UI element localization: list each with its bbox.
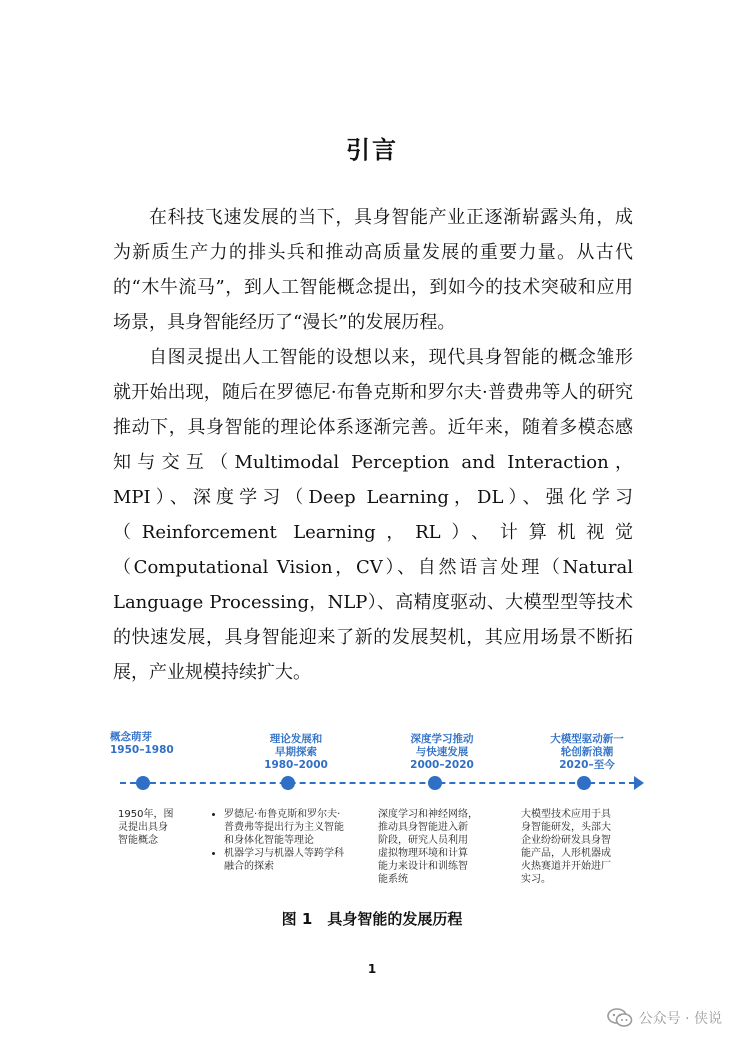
- page-number: 1: [367, 962, 377, 976]
- stage-2-title: 理论发展和 早期探索 1980–2000: [264, 733, 328, 771]
- stage-4-title: 大模型驱动新一 轮创新浪潮 2020–至今: [550, 733, 624, 771]
- timeline-arrow-icon: [634, 776, 644, 790]
- watermark-text: 公众号 · 侠说: [638, 1011, 722, 1027]
- figure-caption: 图 1 具身智能的发展历程: [281, 910, 463, 928]
- stage-4-desc: 大模型技术应用于具 身智能研发，头部大 企业纷纷研发具身智 能产品，人形机器成 火热赛道并开始进厂 实习。: [521, 809, 611, 885]
- page-title: 引言: [346, 136, 398, 164]
- paragraph-2: 自图灵提出人工智能的设想以来，现代具身智能的概念雏形就开始出现，随后在罗德尼·布鲁克斯和罗尔夫·普费弗等人的研究推动下，具身智能的理论体系逐渐完善。近年来，随着多模态感知与交互（Multimodal Perception and Interaction，MPI）、深度学习（Deep Learning，DL）、强化学习（Reinforcement Learning，RL）、计算机视觉（Computational Vision，CV）、自然语言处理（Natural Language Processing，NLP）、高精度驱动、大模型型等技术的快速发展，具身智能迎来了新的发展契机，其应用场景不断拓展，产业规模持续扩大。: [113, 347, 633, 683]
- stage-3-title: 深度学习推动 与快速发展 2000–2020: [410, 733, 474, 771]
- stage-1-desc: 1950年，图 灵提出具身 智能概念: [118, 809, 174, 846]
- timeline-line: [120, 782, 635, 784]
- wechat-icon: [607, 1008, 633, 1028]
- stage-1-title: 概念萌芽 1950–1980: [110, 731, 174, 756]
- stage-2-dot: [281, 776, 295, 790]
- body-text: [113, 200, 633, 690]
- stage-1-dot: [136, 776, 150, 790]
- stage-3-dot: [428, 776, 442, 790]
- stage-3-desc: 深度学习和神经网络， 推动具身智能进入新 阶段，研究人员利用 虚拟物理环境和计算 能力来设计和训练智 能系统: [378, 809, 478, 885]
- watermark: [607, 1008, 722, 1028]
- stage-4-dot: [577, 776, 591, 790]
- stage-2-desc: • 罗德尼·布鲁克斯和罗尔夫·普费弗等提出行为主义智能和身体化智能等理论 • 机器学习与机器人等跨学科融合的探索: [210, 808, 350, 873]
- paragraph-1: 在科技飞速发展的当下，具身智能产业正逐渐崭露头角，成为新质生产力的排头兵和推动高质量发展的重要力量。从古代的“木牛流马”，到人工智能概念提出，到如今的技术突破和应用场景，具身智能经历了“漫长”的发展历程。: [113, 207, 633, 333]
- timeline-figure: [110, 725, 640, 910]
